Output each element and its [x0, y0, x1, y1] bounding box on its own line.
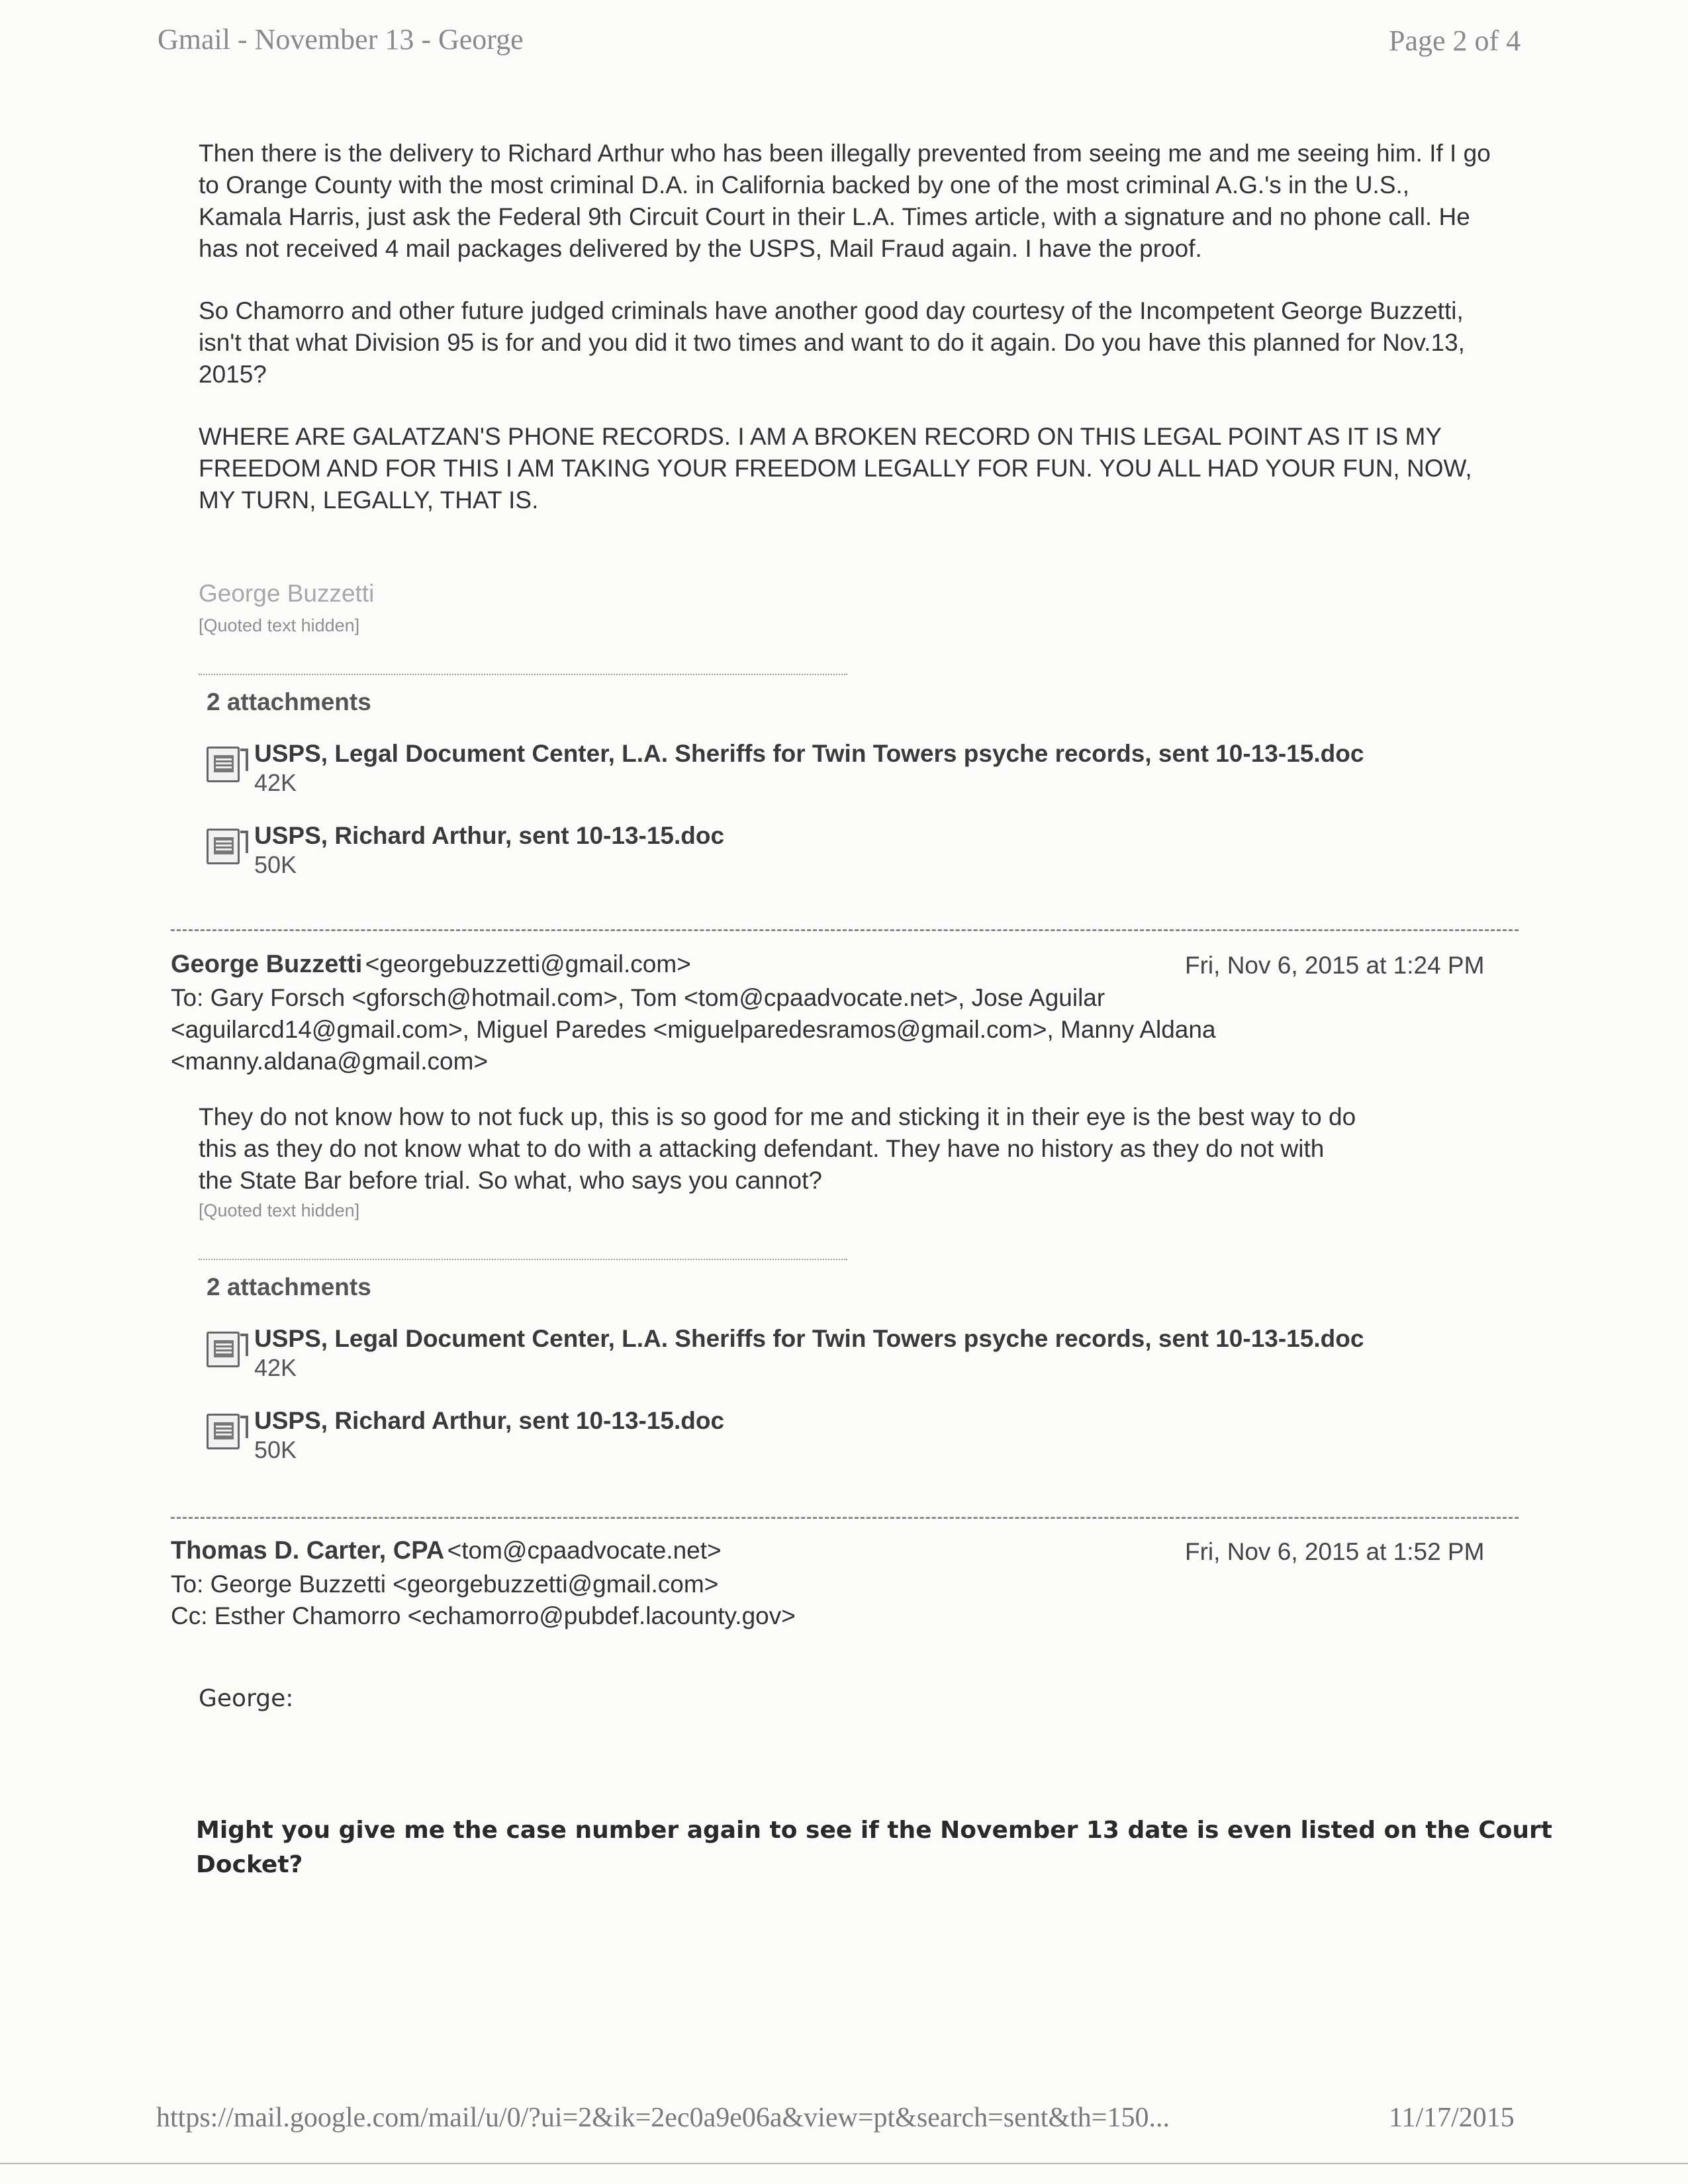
cc-line: Cc: Esther Chamorro <echamorro@pubdef.lacounty.gov>	[171, 1602, 796, 1629]
page-header-title: Gmail - November 13 - George	[158, 23, 524, 56]
sender-email: <tom@cpaadvocate.net>	[447, 1537, 722, 1564]
body-line: the State Bar before trial. So what, who says you cannot?	[199, 1167, 822, 1194]
quoted-text-hidden-link[interactable]: [Quoted text hidden]	[199, 1201, 360, 1220]
attachments-divider	[199, 674, 847, 675]
page-number: Page 2 of 4	[1389, 24, 1521, 57]
greeting: George:	[199, 1685, 294, 1712]
signature: George Buzzetti	[199, 580, 375, 607]
body-line: Might you give me the case number again to see if the November 13 date is even listed on the Court	[196, 1817, 1552, 1844]
message-date: Fri, Nov 6, 2015 at 1:24 PM	[1185, 952, 1485, 979]
sender-email: <georgebuzzetti@gmail.com>	[365, 950, 691, 978]
to-line: To: George Buzzetti <georgebuzzetti@gmail.com>	[171, 1570, 719, 1598]
message-1-body	[199, 138, 1496, 547]
message-1-paragraph: Then there is the delivery to Richard Arthur who has been illegally prevented from seeing me and me seeing him. If I go to Orange County with the most criminal D.A. in California backed by one of the most criminal A.G.'s in the U.S., Kamala Harris, just ask the Federal 9th Circuit Court in their L.A. Times article, with a signature and no phone call. He has not received 4 mail packages delivered by the USPS, Mail Fraud again. I have the proof.	[199, 140, 1491, 262]
attachment-link[interactable]: USPS, Legal Document Center, L.A. Sheriffs for Twin Towers psyche records, sent 10-13-15.doc	[254, 1325, 1364, 1352]
attachment-link[interactable]: USPS, Richard Arthur, sent 10-13-15.doc	[254, 1407, 725, 1434]
message-3-sender	[171, 1537, 722, 1565]
footer-date: 11/17/2015	[1389, 2103, 1515, 2133]
body-line: They do not know how to not fuck up, this is so good for me and sticking it in their eye is the best way to do	[199, 1103, 1356, 1130]
attachment-size: 50K	[254, 1436, 297, 1463]
message-2-recipients	[171, 982, 1216, 1077]
attachments-divider	[199, 1259, 847, 1260]
message-divider	[171, 929, 1519, 931]
quoted-text-hidden-link[interactable]: [Quoted text hidden]	[199, 615, 360, 635]
attachment-link[interactable]: USPS, Legal Document Center, L.A. Sheriffs for Twin Towers psyche records, sent 10-13-15.doc	[254, 740, 1364, 767]
doc-file-icon	[207, 1332, 240, 1367]
recipients-line: <aguilarcd14@gmail.com>, Miguel Paredes <miguelparedesramos@gmail.com>, Manny Aldana	[171, 1016, 1216, 1043]
doc-file-icon	[207, 747, 240, 782]
footer-rule	[0, 2163, 1688, 2164]
message-1-paragraph: So Chamorro and other future judged criminals have another good day courtesy of the Incompetent George Buzzetti, isn't that what Division 95 is for and you did it two times and want to do it again. Do you have this planned for Nov.13, 2015?	[199, 297, 1465, 388]
message-1-paragraph: WHERE ARE GALATZAN'S PHONE RECORDS. I AM A BROKEN RECORD ON THIS LEGAL POINT AS IT IS MY FREEDOM AND FOR THIS I AM TAKING YOUR FREEDOM LEGALLY FOR FUN. YOU ALL HAD YOUR FUN, NOW, MY TURN, LEGALLY, THAT IS.	[199, 423, 1472, 514]
doc-file-icon	[207, 1414, 240, 1449]
message-3-body	[196, 1813, 1552, 1882]
message-date: Fri, Nov 6, 2015 at 1:52 PM	[1185, 1538, 1485, 1565]
message-3-recipients	[171, 1569, 796, 1632]
body-line: this as they do not know what to do with a attacking defendant. They have no history as they do not with	[199, 1135, 1325, 1162]
message-2-sender	[171, 950, 691, 979]
sender-name: Thomas D. Carter, CPA	[171, 1537, 445, 1565]
attachment-size: 50K	[254, 851, 297, 878]
recipients-line: To: Gary Forsch <gforsch@hotmail.com>, Tom <tom@cpaadvocate.net>, Jose Aguilar	[171, 984, 1105, 1011]
attachments-label: 2 attachments	[207, 688, 371, 715]
footer-url: https://mail.google.com/mail/u/0/?ui=2&ik=2ec0a9e06a&view=pt&search=sent&th=150...	[156, 2103, 1170, 2133]
attachment-size: 42K	[254, 769, 297, 796]
attachment-size: 42K	[254, 1354, 297, 1381]
sender-name: George Buzzetti	[171, 950, 363, 978]
message-divider	[171, 1517, 1519, 1519]
attachments-label: 2 attachments	[207, 1273, 371, 1300]
attachment-link[interactable]: USPS, Richard Arthur, sent 10-13-15.doc	[254, 822, 725, 849]
body-line: Docket?	[196, 1851, 303, 1878]
message-2-body	[199, 1101, 1523, 1197]
recipients-line: <manny.aldana@gmail.com>	[171, 1048, 489, 1075]
doc-file-icon	[207, 829, 240, 864]
